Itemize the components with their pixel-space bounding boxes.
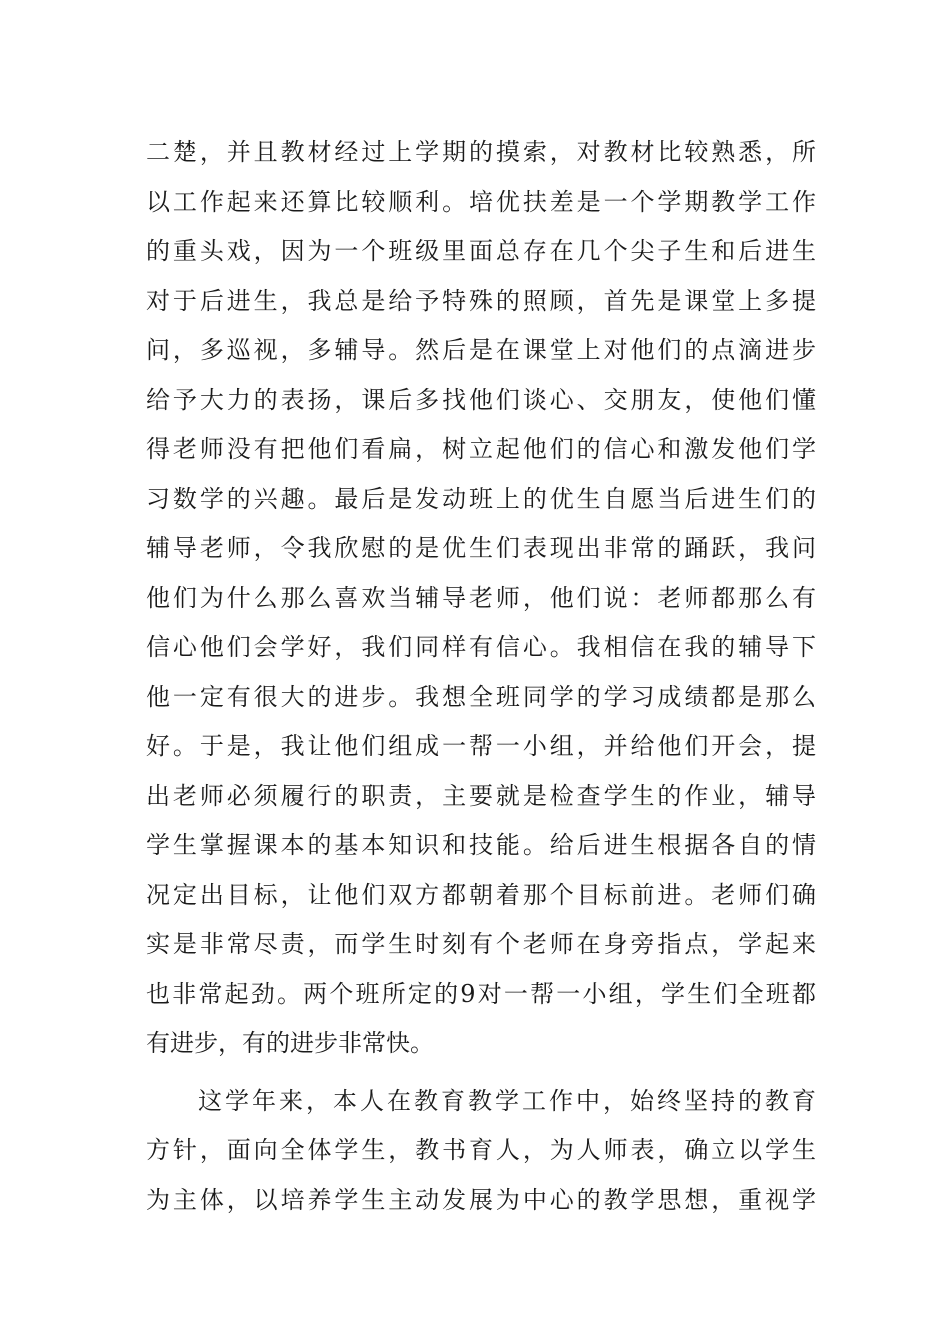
text-line: 他一定有很大的进步。我想全班同学的学习成绩都是那么	[146, 682, 816, 711]
text-line: 问，多巡视，多辅导。然后是在课堂上对他们的点滴进步	[146, 336, 816, 364]
text-line: 况定出目标，让他们双方都朝着那个目标前进。老师们确	[146, 880, 816, 909]
text-line: 学生掌握课本的基本知识和技能。给后进生根据各自的情	[146, 831, 816, 859]
text-line: 方针，面向全体学生，教书育人，为人师表，确立以学生	[146, 1136, 816, 1164]
text-line: 辅导老师，令我欣慰的是优生们表现出非常的踊跃，我问	[146, 534, 816, 562]
body-text	[146, 128, 816, 1225]
text-line: 这学年来，本人在教育教学工作中，始终坚持的教育	[198, 1086, 816, 1115]
text-line: 得老师没有把他们看扁，树立起他们的信心和激发他们学	[146, 435, 816, 463]
text-line: 出老师必须履行的职责，主要就是检查学生的作业，辅导	[146, 781, 816, 810]
text-line: 好。于是，我让他们组成一帮一小组，并给他们开会，提	[146, 732, 816, 760]
text-line: 的重头戏，因为一个班级里面总存在几个尖子生和后进生	[146, 237, 816, 265]
text-line: 信心他们会学好，我们同样有信心。我相信在我的辅导下	[146, 633, 816, 661]
text-line: 对于后进生，我总是给予特殊的照顾，首先是课堂上多提	[146, 286, 816, 315]
text-line: 习数学的兴趣。最后是发动班上的优生自愿当后进生们的	[146, 484, 816, 513]
text-line: 实是非常尽责，而学生时刻有个老师在身旁指点，学起来	[146, 930, 816, 958]
paragraph	[146, 128, 816, 1069]
text-line: 他们为什么那么喜欢当辅导老师，他们说：老师都那么有	[146, 583, 816, 612]
text-line: 也非常起劲。两个班所定的9对一帮一小组，学生们全班都	[146, 979, 816, 1008]
text-line: 以工作起来还算比较顺利。培优扶差是一个学期教学工作	[146, 187, 816, 216]
text-line: 为主体，以培养学生主动发展为中心的教学思想，重视学	[146, 1185, 816, 1214]
text-line: 给予大力的表扬，课后多找他们谈心、交朋友，使他们懂	[146, 385, 816, 414]
paragraph	[146, 1077, 816, 1226]
paragraph-gap	[146, 1069, 816, 1077]
text-line: 有进步，有的进步非常快。	[146, 1029, 434, 1057]
text-line: 二楚，并且教材经过上学期的摸索，对教材比较熟悉，所	[146, 138, 816, 166]
